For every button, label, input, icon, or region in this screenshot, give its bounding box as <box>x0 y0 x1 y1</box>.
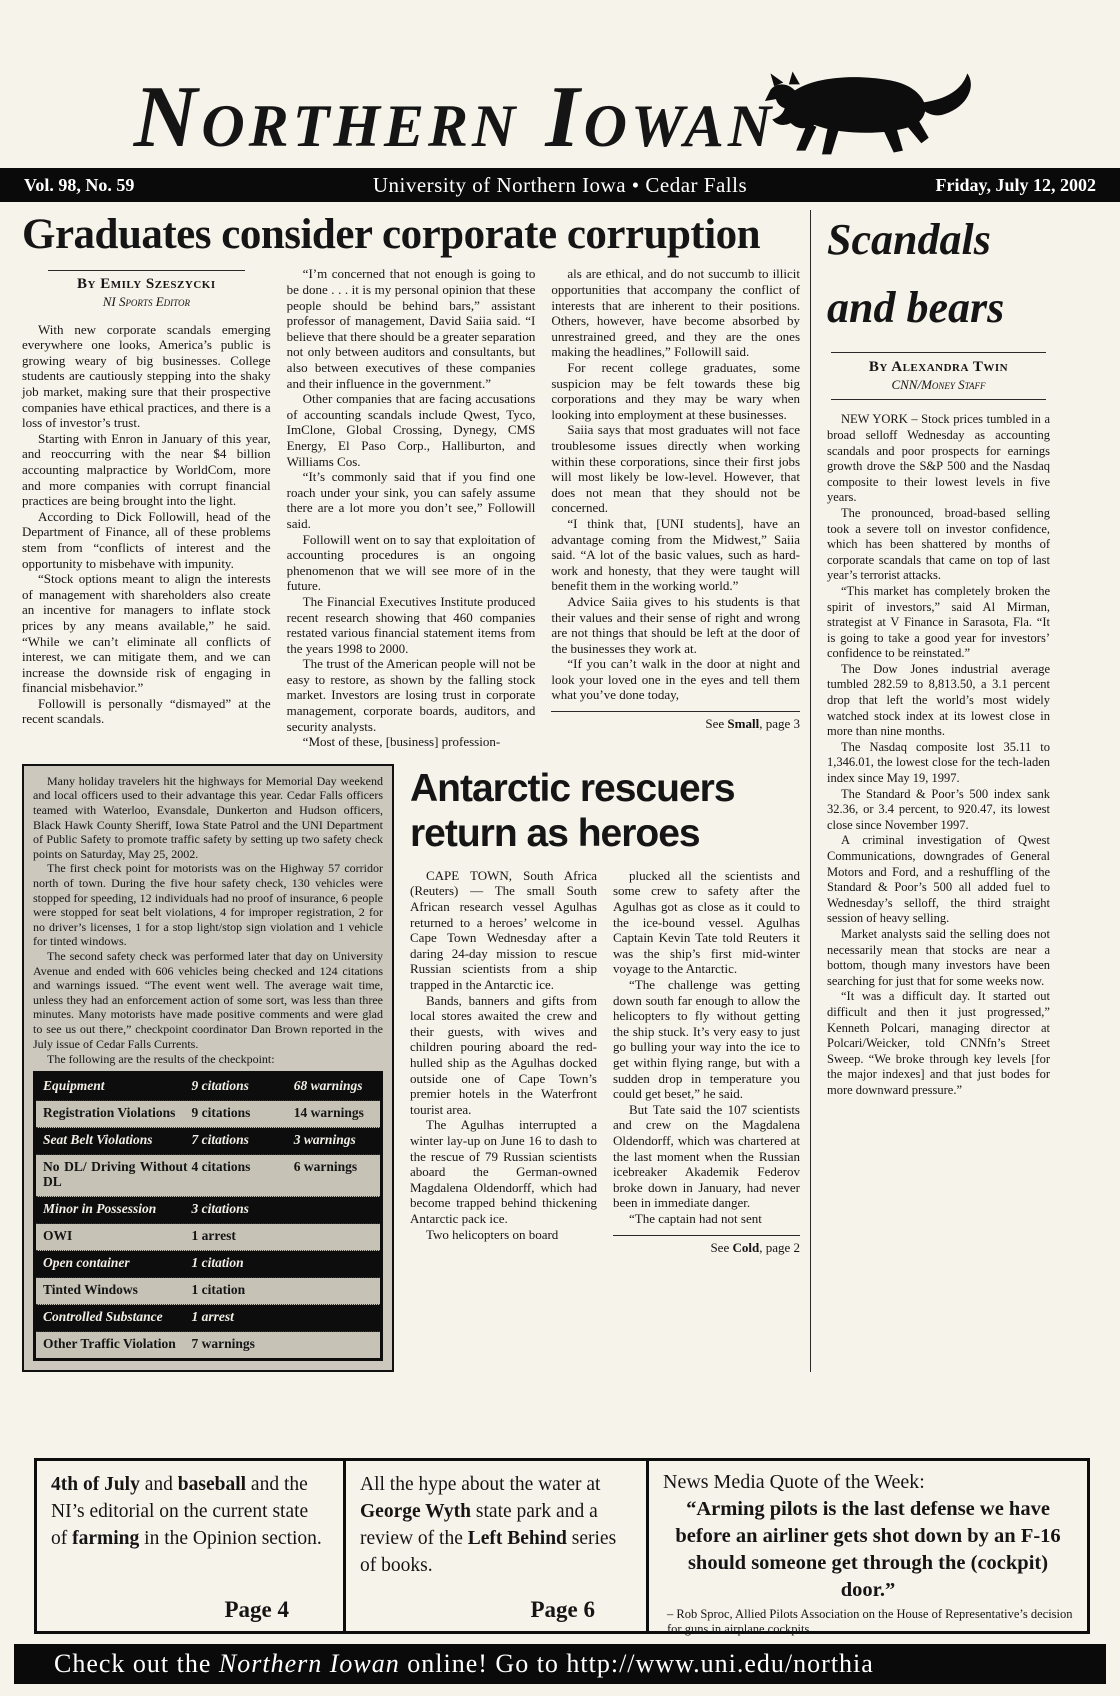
table-cell: 7 warnings <box>191 1335 255 1351</box>
banner-date: Friday, July 12, 2002 <box>935 174 1096 195</box>
table-cell: 3 warnings <box>293 1131 356 1147</box>
text-segment: state park and a review of the <box>360 1501 598 1549</box>
table-cell: Equipment <box>43 1077 105 1093</box>
table-cell: 14 warnings <box>293 1104 364 1120</box>
paragraph: “It’s commonly said that if you find one roach under your sink, you can safely assume there are a lot more you don’t see,” Followill said. <box>286 469 536 531</box>
paragraph: The Nasdaq composite lost 35.11 to 1,346.01, the lowest close for the tech-laden index since May 19, 1997. <box>827 739 1050 786</box>
antarctic-headline: Antarctic rescuers return as heroes <box>410 766 735 855</box>
text-segment: George Wyth <box>360 1501 472 1522</box>
text-segment: , page 3 <box>759 716 801 732</box>
paragraph: “I think that, [UNI students], have an advantage coming from the Midwest,” Saiia said. “A lot of the basic values, such as hard-work and honesty, that they were taught will benefit them in the working world.” <box>551 515 801 594</box>
byline-author: By Emily Szeszycki <box>77 276 216 293</box>
checkpoint-table-row <box>36 1332 380 1358</box>
table-cell: 1 citation <box>191 1281 246 1297</box>
checkpoint-table-row <box>36 1101 380 1128</box>
byline-role: NI Sports Editor <box>102 294 190 310</box>
paragraph: Bands, banners and gifts from local stores awaited the crew and their guests, with wives and children pouring aboard the red-hulled ship as the Agulhas docked outside one of Cape Town’s premier hotels in the Waterfront tourist area. <box>410 992 597 1117</box>
text-segment: in the Opinion section. <box>139 1528 322 1549</box>
text-segment: See <box>710 1239 733 1255</box>
footer-banner <box>14 1644 1106 1684</box>
table-cell: Minor in Possession <box>43 1200 157 1216</box>
masthead <box>0 0 1120 168</box>
byline-block <box>48 270 245 309</box>
table-cell: 1 arrest <box>191 1308 234 1324</box>
paragraph: With new corporate scandals emerging everywhere one looks, America’s public is growing weary of big businesses. College students are cautiously stepping into the shaky job market, making sure that their prospective companies have ethical practices, and there is a loss of investor’s trust. <box>22 321 271 431</box>
text-segment: and <box>139 1474 178 1495</box>
paragraph: “If you can’t walk in the door at night and look your loved one in the eyes and tell them what you’ve done today, <box>551 656 801 703</box>
continuation-note <box>551 711 800 732</box>
table-cell: 9 citations <box>191 1104 251 1120</box>
table-cell: 9 citations <box>191 1077 249 1093</box>
table-cell: Open container <box>43 1254 130 1270</box>
paragraph: The pronounced, broad-based selling took a severe toll on investor confidence, which has been shattered by months of corporate scandals that came on top of last year’s terrorist attacks. <box>827 505 1050 583</box>
main-story-columns <box>22 266 800 749</box>
text-segment: All the hype about the water at <box>360 1474 601 1495</box>
story-text <box>22 322 271 727</box>
story-column-2 <box>287 266 536 749</box>
paragraph: CAPE TOWN, South Africa (Reuters) — The small South African research vessel Agulhas returned to a heroes’ welcome in Cape Town Wednesday after a daring 24-day mission to rescue Russian scientists from a ship trapped in the Antarctic ice. <box>410 867 597 992</box>
quote-heading: News Media Quote of the Week: <box>663 1471 925 1493</box>
teaser-text <box>51 1471 329 1552</box>
table-cell: Seat Belt Violations <box>43 1131 153 1147</box>
teaser-page6 <box>343 1461 649 1631</box>
text-segment: farming <box>72 1528 140 1549</box>
paragraph: plucked all the scientists and some crew to safety after the Agulhas got as close as it could to the ice-bound vessel. Agulhas Captain Kevin Tate told Reuters it was the ship’s first mid-winter voyage to the Antarctic. <box>613 867 800 977</box>
scandals-headline: Scandals and bears <box>827 215 1005 333</box>
checkpoint-table-row <box>36 1155 380 1197</box>
paragraph: “Most of these, [business] profession- <box>302 734 501 750</box>
antarctic-columns <box>410 868 800 1255</box>
quote-text: “Arming pilots is the last defense we have before an airliner gets shot down by an F-16 should someone get through the (cockpit) door.” <box>675 1498 1061 1601</box>
checkpoint-table-row <box>36 1128 380 1155</box>
checkpoint-table-row <box>36 1278 380 1305</box>
table-cell: Other Traffic Violation <box>43 1335 176 1351</box>
paragraph: Advice Saiia gives to his students is that their values and their sense of right and wrong are not things that should be left at the door of the businesses they work at. <box>551 593 801 656</box>
paragraph: Saiia says that most graduates will not face troublesome issues directly when working within these corporations, since their first jobs will most likely be low-level. However, that does not mean that they should not be concerned. <box>551 422 801 516</box>
story-column-1 <box>22 266 271 749</box>
paragraph: But Tate said the 107 scientists and crew on the Magdalena Oldendorff, which was chartered at the last moment when the Russian icebreaker Akademik Federov broke down in January, had never been in immediate danger. <box>613 1101 800 1211</box>
text-segment: baseball <box>177 1474 247 1495</box>
page-content <box>0 202 1120 1372</box>
paragraph: NEW YORK – Stock prices tumbled in a broad selloff Wednesday as accounting scandals and poor prospects for earnings growth drove the S&P 500 and the Nasdaq composite to their lowest levels in five years. <box>827 412 1050 505</box>
text-segment: See <box>705 716 728 732</box>
page-reference: Page 6 <box>530 1597 595 1622</box>
paragraph: Followill is personally “dismayed” at the recent scandals. <box>22 695 271 727</box>
scandals-column <box>810 210 1094 1372</box>
table-cell: Controlled Substance <box>43 1308 163 1324</box>
paragraph: “The challenge was getting down south far enough to allow the helicopters to fly without getting the ship stuck. It’s very easy to just go bulling your way into the ice to get within flying range, but with a sudden drop in temperature you could get beset,” he said. <box>613 977 800 1102</box>
checkpoint-table-row <box>36 1074 380 1101</box>
paragraph: The second safety check was performed later that day on University Avenue and ended with 606 vehicles being checked and 124 citations and warnings issued. “The event went well. The average wait time, unless they had an enforcement action of some sort, was less than three minutes. Many motorists have made positive comments and were glad to see us out there,” checkpoint coordinator Dan Brown reported in the July issue of Cedar Falls Currents. <box>33 948 383 1051</box>
checkpoint-text <box>33 774 383 1051</box>
paragraph: “This market has completely broken the spirit of investors,” said Al Mirman, strategist at V Finance in Sarasota, Fla. “It is going to take a good year for investors’ confidence to be reinstated.” <box>827 583 1050 661</box>
paragraph: als are ethical, and do not succumb to illicit opportunities that accompany the conflict of interests that are inherent to their positions. Others, however, have become absorbed by unrestrained greed, and they are the ones making the headlines,” Followill said. <box>551 266 801 360</box>
panther-logo-icon <box>761 66 986 158</box>
table-cell: 1 citation <box>191 1254 244 1270</box>
antarctic-story <box>410 764 800 1372</box>
teaser-page4 <box>37 1461 343 1631</box>
scandals-byline-block <box>831 352 1046 400</box>
table-cell: 4 citations <box>191 1158 251 1174</box>
main-section <box>22 210 800 1372</box>
checkpoint-table-row <box>36 1305 380 1332</box>
main-headline: Graduates consider corporate corruption <box>22 211 761 258</box>
text-segment: Cold <box>732 1239 760 1255</box>
table-cell: 1 arrest <box>191 1227 236 1243</box>
banner-bar <box>0 168 1120 202</box>
checkpoint-table-intro: The following are the results of the checkpoint: <box>47 1052 275 1067</box>
paragraph: The trust of the American people will not be easy to restore, as shown by the falling stock market. Investors are losing trust in corporate management, corporate boards, auditors, and security analysts. <box>286 656 536 734</box>
paragraph: Followill went on to say that exploitation of accounting procedures is an ongoing phenomenon that we will see more of in the future. <box>286 531 536 594</box>
text-segment: series of books. <box>360 1528 617 1576</box>
paragraph: The Standard & Poor’s 500 index sank 32.36, or 3.4 percent, to 920.47, its lowest close since November 1997. <box>827 786 1050 832</box>
paragraph: Many holiday travelers hit the highways for Memorial Day weekend and local officers used to their advantage this year. Cedar Falls officers teamed with Waterloo, Evansdale, Dunkerton and Hudson officers, Black Hawk County Sheriff, Iowa State Patrol and the UNI Department of Public Safety to promote traffic safety by setting up two safety check points on Saturday, May 25, 2002. <box>33 773 383 861</box>
table-cell: 6 warnings <box>293 1158 358 1174</box>
paragraph: The first check point for motorists was on the Highway 57 corridor north of town. During the five hour safety check, 130 vehicles were stopped for speeding, 12 individuals had no proof of insurance, 6 people were stopped for seat belt violations, 4 for improper registration, 2 for no driver’s licenses, 1 for a stop light/stop sign violation and 1 vehicle for tinted windows. <box>33 861 383 949</box>
scandals-byline-author: By Alexandra Twin <box>868 359 1009 376</box>
footer-text <box>54 1649 874 1679</box>
text-segment: Northern Iowan <box>218 1649 400 1678</box>
table-cell: No DL/ Driving Without DL <box>43 1158 188 1189</box>
paragraph: According to Dick Followill, head of the Department of Finance, all of these problems stem from “conflicts of interest and the opportunity to misbehave with impunity. <box>22 508 271 571</box>
story-text <box>551 266 800 703</box>
paragraph: The Dow Jones industrial average tumbled 282.59 to 8,813.50, a 3.1 percent drop that left the world’s most widely watched stock index at its lowest close in more than nine months. <box>827 661 1050 739</box>
text-segment: Left Behind <box>467 1528 567 1549</box>
paragraph: Two helicopters on board <box>426 1226 559 1242</box>
paragraph: “I’m concerned that not enough is going to be done . . . it is my personal opinion that these people should be behind bars,” assistant professor of management, David Saiia said. “I believe that there should be a greater separation not only between auditors and consultants, but also between executives of these companies and their influence in the government.” <box>286 266 536 391</box>
table-cell: Registration Violations <box>43 1104 176 1120</box>
text-segment: Check out the <box>54 1649 219 1678</box>
table-cell: 3 citations <box>191 1200 249 1216</box>
page-reference: Page 4 <box>224 1597 289 1622</box>
paragraph: The Agulhas interrupted a winter lay-up on June 16 to dash to the rescue of 79 Russian scientists aboard the German-owned Magdalena Oldendorff, which had become trapped behind thickening Antarctic pack ice. <box>410 1117 597 1226</box>
title-word: OWAN <box>583 93 776 159</box>
continuation-note <box>613 1235 800 1256</box>
table-cell: OWI <box>43 1227 73 1243</box>
antarctic-column-2 <box>613 868 800 1255</box>
antarctic-text <box>613 868 800 1227</box>
text-segment: and the NI’s editorial on the current state of <box>51 1474 309 1549</box>
paragraph: “Stock options meant to align the interests of management with shareholders also create an incentive for managers to inflate stock prices by any means available,” he said. “While we can’t eliminate all conflicts of interest, we can mitigate them, and we can increase the downside risk of engaging in financial misbehavior.” <box>22 571 271 696</box>
checkpoint-story-box <box>22 764 394 1372</box>
paragraph: Market analysts said the selling does not necessarily mean that stocks are near a bottom, though many investors have been searching for just that for some weeks now. <box>827 926 1050 988</box>
antarctic-column-1 <box>410 868 597 1255</box>
checkpoint-table-row <box>36 1197 380 1224</box>
checkpoint-results-table <box>33 1071 383 1361</box>
text-segment: Small <box>727 716 760 732</box>
newspaper-title <box>133 69 776 166</box>
text-segment: 4th of July <box>51 1474 140 1495</box>
table-cell: 7 citations <box>191 1131 249 1147</box>
banner-university: University of Northern Iowa • Cedar Falls <box>372 172 748 197</box>
bottom-stories <box>22 764 800 1372</box>
text-segment: , page 2 <box>759 1239 800 1255</box>
volume-number: Vol. 98, No. 59 <box>24 174 135 195</box>
title-letter: I <box>545 69 584 166</box>
quote-attribution: – Rob Sproc, Allied Pilots Association on the House of Representative’s decision for guns in airplane cockpits <box>667 1607 1073 1636</box>
teaser-text <box>360 1471 635 1579</box>
scandals-text <box>827 412 1050 1098</box>
checkpoint-table-row <box>36 1251 380 1278</box>
paragraph: A criminal investigation of Qwest Communications, downgrades of General Motors and Ford, and a reshuffling of the Standard & Poor’s 500 all added fuel to Wednesday’s selloff, the third straight session of heavy selling. <box>827 833 1050 926</box>
scandals-byline-role: CNN/Money Staff <box>891 377 986 393</box>
text-segment: online! Go to http://www.uni.edu/northia <box>399 1649 874 1678</box>
paragraph: “It was a difficult day. It started out difficult and then it just progressed,” Kenneth Polcari, managing director at Polcari/Weicker, told CNNfn’s Street Sweep. “We broke through key levels [for the major indexes] and that just bodes for more downward pressure.” <box>827 989 1050 1097</box>
title-letter: N <box>133 69 202 166</box>
paragraph: Starting with Enron in January of this year, and reoccurring with the near $4 billion accounting malpractice by WorldCom, more and more companies with corrupt financial practices are being brought into the light. <box>22 430 271 509</box>
story-column-3 <box>551 266 800 749</box>
paragraph: Other companies that are facing accusations of accounting scandals include Qwest, Tyco, ImClone, Global Crossing, Dynegy, CMS Energy, El Paso Corp., Halliburton, and Williams Cos. <box>286 391 536 469</box>
teaser-quote-of-week <box>646 1458 1090 1634</box>
checkpoint-table-row <box>36 1224 380 1251</box>
story-text <box>287 266 536 749</box>
paragraph: The Financial Executives Institute produced recent research showing that 460 companies restated various financial statement items from the years 1998 to 2000. <box>286 593 536 656</box>
paragraph: For recent college graduates, some suspicion may be felt towards these big corporations and they may be wary when looking into employment at these businesses. <box>551 360 801 422</box>
title-word: ORTHERN <box>201 93 520 159</box>
paragraph: “The captain had not sent <box>629 1210 762 1226</box>
table-cell: 68 warnings <box>293 1077 363 1093</box>
teaser-row <box>34 1458 1090 1634</box>
table-cell: Tinted Windows <box>43 1281 138 1297</box>
